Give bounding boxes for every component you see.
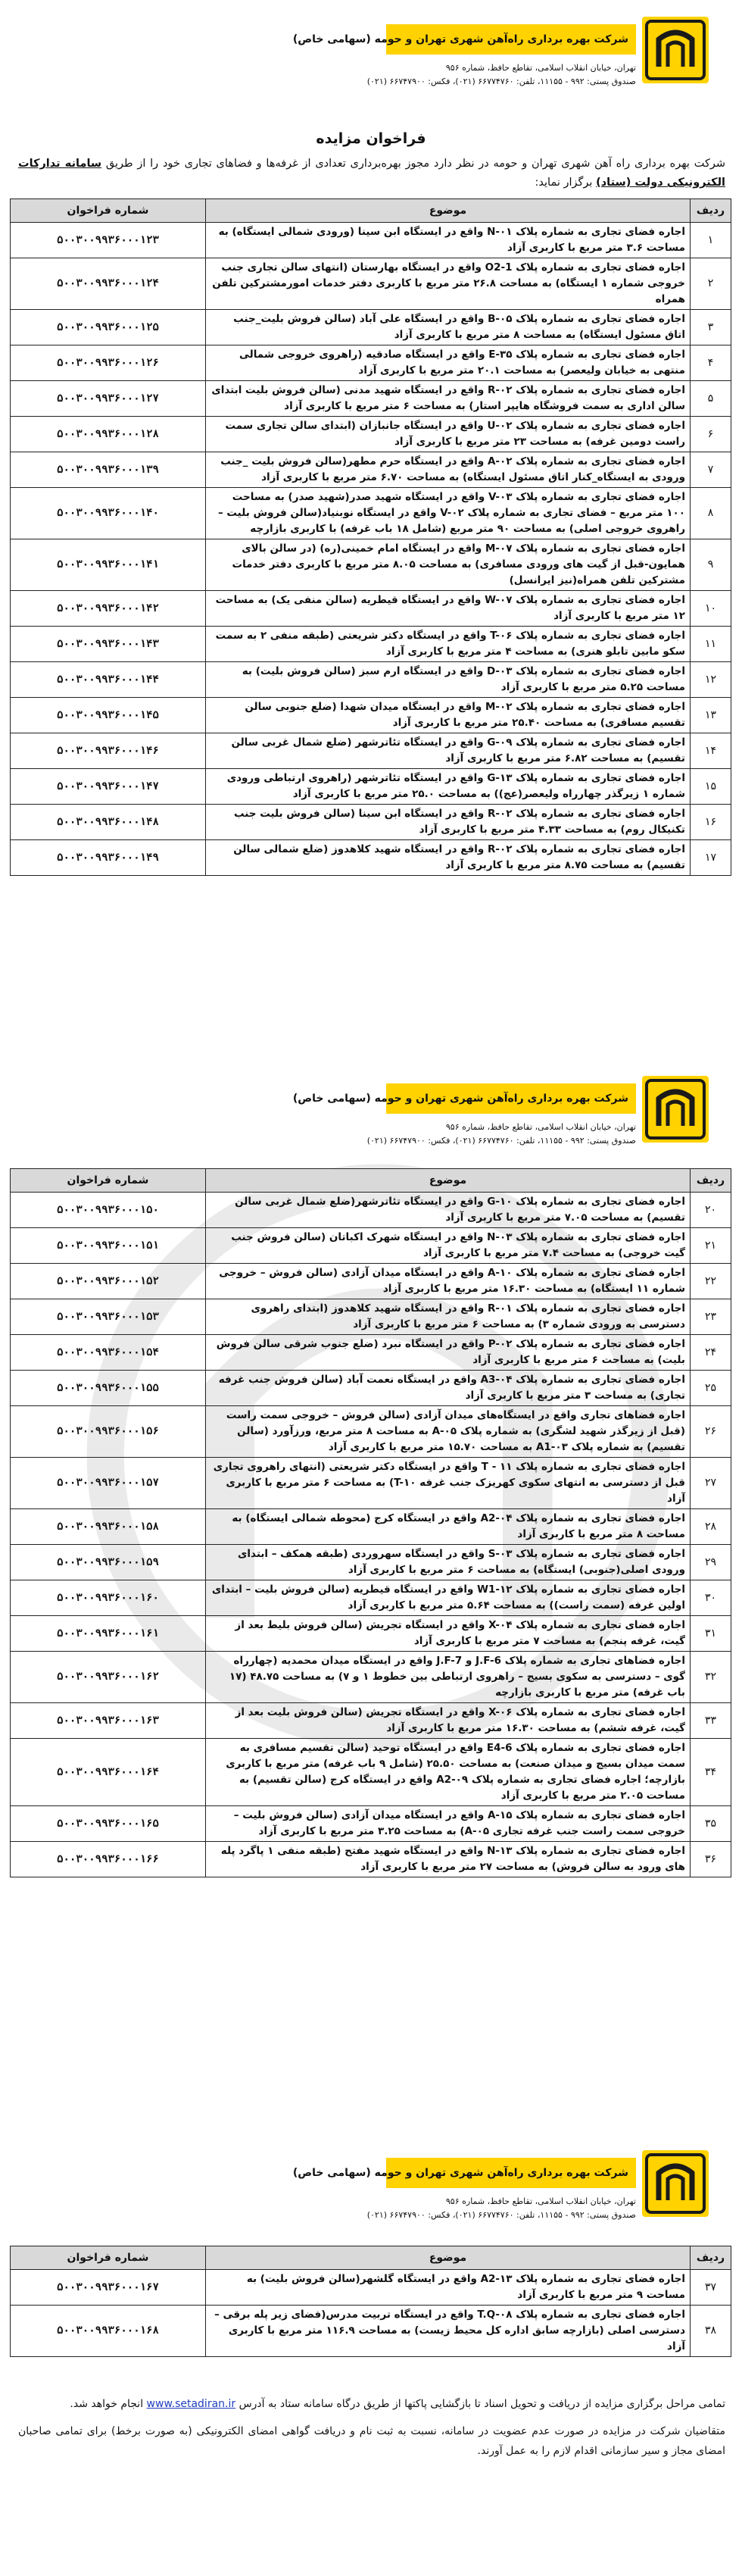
- company-name: شرکت بهره برداری راه‌آهن شهری تهران و حومه (سهامی خاص): [386, 24, 636, 55]
- footer-paragraph-2: متقاضیان شرکت در مزایده در صورت عدم عضویت در سامانه، نسبت به ثبت نام و دریافت گواهی امضای الکترونیکی (به صورت برخط) برای تمامی صاحبان امضای مجاز و سیر سازمانی اقدام لازم را به عمل آورند.: [18, 2425, 725, 2457]
- row-number-cell: ۲۹: [691, 1545, 731, 1580]
- call-number-cell: ۵۰۰۳۰۰۹۹۳۶۰۰۰۱۶۶: [11, 1842, 206, 1877]
- subject-cell: اجاره فضای تجاری به شماره پلاک G-۱۰ واقع در ایستگاه تئاترشهر(ضلع شمال غربی سالن تقسیم) به مساحت ۷.۰۵ متر مربع با کاربری آزاد: [206, 1193, 691, 1228]
- call-number-cell: ۵۰۰۳۰۰۹۹۳۶۰۰۰۱۴۲: [11, 591, 206, 627]
- call-number-cell: ۵۰۰۳۰۰۹۹۳۶۰۰۰۱۲۴: [11, 258, 206, 310]
- header-subject: موضوع: [206, 199, 691, 223]
- table-header-row: [11, 2246, 731, 2270]
- table-body: [11, 2270, 731, 2357]
- call-number-cell: ۵۰۰۳۰۰۹۹۳۶۰۰۰۱۵۸: [11, 1509, 206, 1545]
- table-row: [11, 1371, 731, 1406]
- subject-cell: اجاره فضای تجاری به شماره پلاک S-۰۳ واقع در ایستگاه سهروردی (طبقه همکف – ابتدای ورودی اصلی(جنوبی) ایستگاه) به مساحت ۶ متر مربع با کاربری آزاد: [206, 1545, 691, 1580]
- metro-logo-icon: [642, 17, 709, 83]
- call-number-cell: ۵۰۰۳۰۰۹۹۳۶۰۰۰۱۴۸: [11, 805, 206, 840]
- subject-cell: اجاره فضای تجاری به شماره پلاک M-۰۷ واقع در ایستگاه امام خمینی(ره) (در سالن بالای همایون-قبل از گیت های ورودی مسافری) به مساحت ۸.۰۵ متر مربع با کاربری دفتر خدمات مشترکین تلفن همراه(نیز ایرانسل): [206, 539, 691, 591]
- row-number-cell: ۲۲: [691, 1264, 731, 1299]
- row-number-cell: ۲۱: [691, 1228, 731, 1264]
- table-body: [11, 223, 731, 876]
- header-call-number: شماره فراخوان: [11, 2246, 206, 2270]
- call-number-cell: ۵۰۰۳۰۰۹۹۳۶۰۰۰۱۵۲: [11, 1264, 206, 1299]
- table-row: [11, 310, 731, 345]
- subject-cell: اجاره فضای تجاری به شماره پلاک X-۰۴ واقع در ایستگاه تجریش (سالن فروش بلیط بعد از گیت، غرفه پنجم) به مساحت ۷ متر مربع با کاربری آزاد: [206, 1616, 691, 1652]
- notice-footer: [18, 2394, 725, 2461]
- header-call-number: شماره فراخوان: [11, 199, 206, 223]
- subject-cell: اجاره فضای تجاری به شماره پلاک R-۰۲ واقع در ایستگاه ابن سینا (سالن فروش بلیت جنب تکنیکال روم) به مساحت ۴.۳۳ متر مربع با کاربری آزاد: [206, 805, 691, 840]
- call-number-cell: ۵۰۰۳۰۰۹۹۳۶۰۰۰۱۵۶: [11, 1406, 206, 1458]
- table-row: [11, 223, 731, 258]
- call-number-cell: ۵۰۰۳۰۰۹۹۳۶۰۰۰۱۶۰: [11, 1580, 206, 1616]
- table-header-row: [11, 199, 731, 223]
- call-number-cell: ۵۰۰۳۰۰۹۹۳۶۰۰۰۱۲۵: [11, 310, 206, 345]
- table-row: [11, 1545, 731, 1580]
- row-number-cell: ۱۰: [691, 591, 731, 627]
- footer-text-end: انجام خواهد شد.: [70, 2398, 144, 2410]
- row-number-cell: ۲۶: [691, 1406, 731, 1458]
- row-number-cell: ۱۳: [691, 698, 731, 733]
- call-number-cell: ۵۰۰۳۰۰۹۹۳۶۰۰۰۱۴۵: [11, 698, 206, 733]
- subject-cell: اجاره فضای تجاری به شماره پلاک W1-۱۲ واقع در ایستگاه قیطریه (سالن فروش بلیت – ابتدای اولین غرفه (سمت راست)) به مساحت ۵.۶۴ متر مربع با کاربری آزاد: [206, 1580, 691, 1616]
- row-number-cell: ۷: [691, 452, 731, 488]
- subject-cell: اجاره فضای تجاری به شماره پلاک B-۰۵ واقع در ایستگاه علی آباد (سالن فروش بلیت_جنب اتاق مسئول ایستگاه) به مساحت ۸ متر مربع با کاربری آزاد: [206, 310, 691, 345]
- row-number-cell: ۵: [691, 381, 731, 417]
- call-number-cell: ۵۰۰۳۰۰۹۹۳۶۰۰۰۱۳۹: [11, 452, 206, 488]
- table-row: [11, 488, 731, 539]
- table-row: [11, 733, 731, 769]
- row-number-cell: ۳۱: [691, 1616, 731, 1652]
- call-number-cell: ۵۰۰۳۰۰۹۹۳۶۰۰۰۱۲۶: [11, 345, 206, 381]
- table-row: [11, 417, 731, 452]
- call-number-cell: ۵۰۰۳۰۰۹۹۳۶۰۰۰۱۴۷: [11, 769, 206, 805]
- table-row: [11, 381, 731, 417]
- table-row: [11, 662, 731, 698]
- header-subject: موضوع: [206, 2246, 691, 2270]
- header-row-number: ردیف: [691, 2246, 731, 2270]
- table-row: [11, 840, 731, 876]
- table-row: [11, 345, 731, 381]
- call-number-cell: ۵۰۰۳۰۰۹۹۳۶۰۰۰۱۲۸: [11, 417, 206, 452]
- row-number-cell: ۳: [691, 310, 731, 345]
- call-number-cell: ۵۰۰۳۰۰۹۹۳۶۰۰۰۱۶۵: [11, 1806, 206, 1842]
- subject-cell: اجاره فضای تجاری به شماره پلاک M-۰۲ واقع در ایستگاه میدان شهدا (ضلع جنوبی سالن تقسیم مسافری) به مساحت ۲۵.۴۰ متر مربع با کاربری آزاد: [206, 698, 691, 733]
- call-number-cell: ۵۰۰۳۰۰۹۹۳۶۰۰۰۱۶۲: [11, 1652, 206, 1703]
- subject-cell: اجاره فضای تجاری به شماره پلاک G-۰۹ واقع در ایستگاه تئاترشهر (ضلع شمال غربی سالن تقسیم) به مساحت ۶.۸۲ متر مربع با کاربری آزاد: [206, 733, 691, 769]
- page-1: [0, 0, 742, 1062]
- row-number-cell: ۳۶: [691, 1842, 731, 1877]
- subject-cell: اجاره فضای تجاری به شماره پلاک R-۰۲ واقع در ایستگاه شهید کلاهدوز (ضلع شمالی سالن تقسیم) به مساحت ۸.۷۵ متر مربع با کاربری آزاد: [206, 840, 691, 876]
- table-row: [11, 1193, 731, 1228]
- row-number-cell: ۱۶: [691, 805, 731, 840]
- row-number-cell: ۳۴: [691, 1739, 731, 1806]
- subject-cell: اجاره فضای تجاری به شماره پلاک N-۱۳ واقع در ایستگاه شهید مفتح (طبقه منفی ۱ پاگرد پله های ورود به سالن فروش) به مساحت ۲۷ متر مربع با کاربری آزاد: [206, 1842, 691, 1877]
- subject-cell: اجاره فضای تجاری به شماره پلاک A-۰۲ واقع در ایستگاه حرم مطهر(سالن فروش بلیت _جنب ورودی به ایستگاه_کنار اتاق مسئول ایستگاه) به مساحت ۶.۷۰ متر مربع با کاربری آزاد: [206, 452, 691, 488]
- letterhead: [292, 1076, 709, 1176]
- table-row: [11, 1580, 731, 1616]
- call-number-cell: ۵۰۰۳۰۰۹۹۳۶۰۰۰۱۶۷: [11, 2270, 206, 2306]
- call-number-cell: ۵۰۰۳۰۰۹۹۳۶۰۰۰۱۲۷: [11, 381, 206, 417]
- company-contact: صندوق پستی: ۹۹۲ - ۱۱۱۵۵، تلفن: ۶۶۷۷۴۷۶۰ (۰۲۱)، فکس: ۶۶۷۴۷۹۰۰ (۰۲۱): [366, 2210, 636, 2220]
- call-number-cell: ۵۰۰۳۰۰۹۹۳۶۰۰۰۱۵۵: [11, 1371, 206, 1406]
- table-row: [11, 1335, 731, 1371]
- call-number-cell: ۵۰۰۳۰۰۹۹۳۶۰۰۰۱۲۳: [11, 223, 206, 258]
- subject-cell: اجاره فضای تجاری به شماره پلاک T.Q-۰۸ واقع در ایستگاه تربیت مدرس(فضای زیر پله برقی – دسترسی اصلی (بازارچه سابق اداره کل محیط زیست) به مساحت ۱۱۶.۹ متر مربع با کاربری آزاد: [206, 2306, 691, 2357]
- subject-cell: اجاره فضای تجاری به شماره پلاک N-۰۱ واقع در ایستگاه ابن سینا (ورودی شمالی ایستگاه) به مساحت ۳.۶ متر مربع با کاربری آزاد: [206, 223, 691, 258]
- company-address: تهران، خیابان انقلاب اسلامی، تقاطع حافظ، شماره ۹۵۶: [445, 1122, 636, 1132]
- call-number-cell: ۵۰۰۳۰۰۹۹۳۶۰۰۰۱۶۳: [11, 1703, 206, 1739]
- notice-intro: [18, 155, 725, 192]
- subject-cell: اجاره فضای تجاری به شماره پلاک T-۰۶ واقع در ایستگاه دکتر شریعتی (طبقه منفی ۲ به سمت سکو مابین تابلو هنری) به مساحت ۴ متر مربع با کاربری آزاد: [206, 627, 691, 662]
- row-number-cell: ۱۱: [691, 627, 731, 662]
- subject-cell: اجاره فضای تجاری به شماره پلاک A2-۱۳ واقع در ایستگاه گلشهر(سالن فروش بلیت) به مساحت ۹ متر مربع با کاربری آزاد: [206, 2270, 691, 2306]
- company-contact: صندوق پستی: ۹۹۲ - ۱۱۱۵۵، تلفن: ۶۶۷۷۴۷۶۰ (۰۲۱)، فکس: ۶۶۷۴۷۹۰۰ (۰۲۱): [366, 77, 636, 86]
- table-row: [11, 2306, 731, 2357]
- table-row: [11, 258, 731, 310]
- subject-cell: اجاره فضای تجاری به شماره پلاک E4-6 واقع در ایستگاه توحید (سالن تقسیم مسافری به سمت میدان بسیج و میدان صنعت) به مساحت ۲۵.۵۰ (شامل ۹ باب غرفه) متر مربع با کاربری بازارچه؛ اجاره فضای تجاری به شماره پلاک A2-۰۹ واقع در ایستگاه کرج (سالن تقسیم) به مساحت ۲.۰۵ متر مربع با کاربری آزاد: [206, 1739, 691, 1806]
- call-number-cell: ۵۰۰۳۰۰۹۹۳۶۰۰۰۱۶۴: [11, 1739, 206, 1806]
- table-row: [11, 1264, 731, 1299]
- subject-cell: اجاره فضای تجاری به شماره پلاک R-۰۲ واقع در ایستگاه شهید مدنی (سالن فروش بلیت ابتدای سالن اداری به سمت فروشگاه هایپر استار) به مساحت ۶ متر مربع با کاربری آزاد: [206, 381, 691, 417]
- page-2: [0, 1062, 742, 2134]
- subject-cell: اجاره فضای تجاری به شماره پلاک N-۰۳ واقع در ایستگاه شهرک اکباتان (سالن فروش جنب گیت خروجی) به مساحت ۷.۴ متر مربع با کاربری آزاد: [206, 1228, 691, 1264]
- table-row: [11, 1842, 731, 1877]
- table-row: [11, 698, 731, 733]
- call-number-cell: ۵۰۰۳۰۰۹۹۳۶۰۰۰۱۵۴: [11, 1335, 206, 1371]
- company-name: شرکت بهره برداری راه‌آهن شهری تهران و حومه (سهامی خاص): [386, 1083, 636, 1114]
- row-number-cell: ۱۷: [691, 840, 731, 876]
- table-row: [11, 2270, 731, 2306]
- subject-cell: اجاره فضای تجاری به شماره پلاک A-۱۰ واقع در ایستگاه میدان آزادی (سالن فروش – خروجی شماره ۱۱ ایستگاه) به مساحت ۱۶.۳۰ متر مربع با کاربری آزاد: [206, 1264, 691, 1299]
- row-number-cell: ۱: [691, 223, 731, 258]
- table-row: [11, 1509, 731, 1545]
- call-number-cell: ۵۰۰۳۰۰۹۹۳۶۰۰۰۱۵۰: [11, 1193, 206, 1228]
- subject-cell: اجاره فضای تجاری به شماره پلاک T - ۱۱ واقع در ایستگاه دکتر شریعتی (انتهای راهروی تجاری قبل از دسترسی به انتهای سکوی کهریزک جنب غرفه T-۱۰) به مساحت ۶ متر مربع با کاربری آزاد: [206, 1458, 691, 1509]
- table-row: [11, 1406, 731, 1458]
- subject-cell: اجاره فضای تجاری به شماره پلاک A2-۰۴ واقع در ایستگاه کرج (محوطه شمالی ایستگاه) به مساحت ۸ متر مربع با کاربری آزاد: [206, 1509, 691, 1545]
- table-row: [11, 539, 731, 591]
- table-row: [11, 805, 731, 840]
- setad-system-name: سامانه تدارکات الکترونیکی دولت (ستاد): [18, 158, 725, 189]
- call-number-cell: ۵۰۰۳۰۰۹۹۳۶۰۰۰۱۵۱: [11, 1228, 206, 1264]
- letterhead: [292, 2150, 709, 2250]
- table-row: [11, 1616, 731, 1652]
- footer-text: تمامی مراحل برگزاری مزایده از دریافت و تحویل اسناد تا بازگشایی پاکتها از طریق درگاه سامانه ستاد به آدرس: [238, 2398, 725, 2410]
- row-number-cell: ۶: [691, 417, 731, 452]
- row-number-cell: ۸: [691, 488, 731, 539]
- row-number-cell: ۱۲: [691, 662, 731, 698]
- letterhead: [292, 17, 709, 117]
- table-header-row: [11, 1169, 731, 1193]
- row-number-cell: ۲۳: [691, 1299, 731, 1335]
- subject-cell: اجاره فضای تجاری به شماره پلاک P-۰۲ واقع در ایستگاه نبرد (ضلع جنوب شرقی سالن فروش بلیت) به مساحت ۶ متر مربع با کاربری آزاد: [206, 1335, 691, 1371]
- table-row: [11, 769, 731, 805]
- notice-title: فراخوان مزایده: [316, 130, 426, 147]
- row-number-cell: ۱۴: [691, 733, 731, 769]
- row-number-cell: ۴: [691, 345, 731, 381]
- call-number-cell: ۵۰۰۳۰۰۹۹۳۶۰۰۰۱۴۱: [11, 539, 206, 591]
- subject-cell: اجاره فضای تجاری به شماره پلاک X-۰۶ واقع در ایستگاه تجریش (سالن فروش بلیت بعد از گیت، غرفه ششم) به مساحت ۱۶.۳۰ متر مربع با کاربری آزاد: [206, 1703, 691, 1739]
- row-number-cell: ۲۴: [691, 1335, 731, 1371]
- table-row: [11, 452, 731, 488]
- table-row: [11, 1703, 731, 1739]
- row-number-cell: ۳۵: [691, 1806, 731, 1842]
- row-number-cell: ۲۸: [691, 1509, 731, 1545]
- company-contact: صندوق پستی: ۹۹۲ - ۱۱۱۵۵، تلفن: ۶۶۷۷۴۷۶۰ (۰۲۱)، فکس: ۶۶۷۴۷۹۰۰ (۰۲۱): [366, 1136, 636, 1146]
- row-number-cell: ۳۰: [691, 1580, 731, 1616]
- setadiran-link[interactable]: www.setadiran.ir: [146, 2398, 236, 2410]
- row-number-cell: ۲۰: [691, 1193, 731, 1228]
- subject-cell: اجاره فضاهای تجاری به شماره پلاک J.F-6 و J.F-7 واقع در ایستگاه میدان محمدیه (چهارراه گوی – دسترسی به سکوی بسیج – راهروی ارتباطی بین خطوط ۱ و ۷) به مساحت ۴۸.۷۵ (۱۷ باب غرفه) متر مربع با کاربری بازارچه: [206, 1652, 691, 1703]
- row-number-cell: ۹: [691, 539, 731, 591]
- header-subject: موضوع: [206, 1169, 691, 1193]
- row-number-cell: ۱۵: [691, 769, 731, 805]
- header-call-number: شماره فراخوان: [11, 1169, 206, 1193]
- row-number-cell: ۳۲: [691, 1652, 731, 1703]
- table-row: [11, 627, 731, 662]
- subject-cell: اجاره فضای تجاری به شماره پلاک U-۰۲ واقع در ایستگاه جانبازان (ابتدای سالن تجاری سمت راست دومین غرفه) به مساحت ۲۳ متر مربع با کاربری آزاد: [206, 417, 691, 452]
- subject-cell: اجاره فضاهای تجاری واقع در ایستگاه‌های میدان آزادی (سالن فروش – خروجی سمت راست (قبل از زیرگذر شهید لشگری) به شماره پلاک A-۰۵ به مساحت ۸ متر مربع، ورزآورد (سالن تقسیم) به شماره پلاک A1-۰۳ به مساحت ۱۵.۷۰ متر مربع با کاربری آزاد: [206, 1406, 691, 1458]
- subject-cell: اجاره فضای تجاری به شماره پلاک R-۰۱ واقع در ایستگاه شهید کلاهدوز (ابتدای راهروی دسترسی به ورودی شماره ۳) به مساحت ۶ متر مربع با کاربری آزاد: [206, 1299, 691, 1335]
- metro-logo-icon: [642, 1076, 709, 1143]
- subject-cell: اجاره فضای تجاری به شماره پلاک G-۱۳ واقع در ایستگاه تئاترشهر (راهروی ارتباطی ورودی شماره ۱ زیرگذر چهارراه ولیعصر(عج)) به مساحت ۲۵.۰ متر مربع با کاربری آزاد: [206, 769, 691, 805]
- header-row-number: ردیف: [691, 1169, 731, 1193]
- subject-cell: اجاره فضای تجاری به شماره پلاک E-۳۵ واقع در ایستگاه صادقیه (راهروی خروجی شمالی منتهی به خیابان ولیعصر) به مساحت ۲۰.۱ متر مربع با کاربری آزاد: [206, 345, 691, 381]
- call-number-cell: ۵۰۰۳۰۰۹۹۳۶۰۰۰۱۵۷: [11, 1458, 206, 1509]
- footer-paragraph-1: [18, 2394, 725, 2414]
- company-name: شرکت بهره برداری راه‌آهن شهری تهران و حومه (سهامی خاص): [386, 2158, 636, 2188]
- call-number-cell: ۵۰۰۳۰۰۹۹۳۶۰۰۰۱۴۹: [11, 840, 206, 876]
- call-number-cell: ۵۰۰۳۰۰۹۹۳۶۰۰۰۱۴۶: [11, 733, 206, 769]
- call-number-cell: ۵۰۰۳۰۰۹۹۳۶۰۰۰۱۴۴: [11, 662, 206, 698]
- call-number-cell: ۵۰۰۳۰۰۹۹۳۶۰۰۰۱۴۳: [11, 627, 206, 662]
- table-row: [11, 1739, 731, 1806]
- table-row: [11, 1228, 731, 1264]
- table-row: [11, 1652, 731, 1703]
- auction-table: [10, 199, 731, 876]
- table-body: [11, 1193, 731, 1877]
- subject-cell: اجاره فضای تجاری به شماره پلاک D-۰۳ واقع در ایستگاه ارم سبز (سالن فروش بلیت) به مساحت ۵.۲۵ متر مربع با کاربری آزاد: [206, 662, 691, 698]
- subject-cell: اجاره فضای تجاری به شماره پلاک O2-1 واقع در ایستگاه بهارستان (انتهای سالن تجاری جنب خروجی شماره ۱ ایستگاه) به مساحت ۲۶.۸ متر مربع با کاربری دفتر خدمات امورمشترکین تلفن همراه: [206, 258, 691, 310]
- header-row-number: ردیف: [691, 199, 731, 223]
- table-row: [11, 591, 731, 627]
- table-row: [11, 1458, 731, 1509]
- intro-text-end: برگزار نماید:: [535, 177, 593, 189]
- call-number-cell: ۵۰۰۳۰۰۹۹۳۶۰۰۰۱۵۳: [11, 1299, 206, 1335]
- intro-text: شرکت بهره برداری راه آهن شهری تهران و حومه در نظر دارد مجوز بهره‌برداری تعدادی از غرفه‌ها و فضاهای تجاری خود را از طریق: [105, 158, 726, 170]
- metro-logo-icon: [642, 2150, 709, 2217]
- call-number-cell: ۵۰۰۳۰۰۹۹۳۶۰۰۰۱۶۸: [11, 2306, 206, 2357]
- call-number-cell: ۵۰۰۳۰۰۹۹۳۶۰۰۰۱۴۰: [11, 488, 206, 539]
- table-row: [11, 1299, 731, 1335]
- subject-cell: اجاره فضای تجاری به شماره پلاک A3-۰۴ واقع در ایستگاه نعمت آباد (سالن فروش جنب غرفه تجاری) به مساحت ۳ متر مربع با کاربری آزاد: [206, 1371, 691, 1406]
- auction-table: [10, 1168, 731, 1877]
- row-number-cell: ۲۷: [691, 1458, 731, 1509]
- company-address: تهران، خیابان انقلاب اسلامی، تقاطع حافظ، شماره ۹۵۶: [445, 2196, 636, 2206]
- subject-cell: اجاره فضای تجاری به شماره پلاک V-۰۳ واقع در ایستگاه شهید صدر(شهید صدر) به مساحت ۱۰۰ متر مربع – فضای تجاری به شماره پلاک V-۰۲ واقع در ایستگاه نوبنیاد(سالن فروش بلیت – راهروی خروجی اصلی) به مساحت ۹۰ متر مربع (شامل ۱۸ باب غرفه) با کاربری بازارچه: [206, 488, 691, 539]
- auction-table: [10, 2246, 731, 2357]
- row-number-cell: ۲: [691, 258, 731, 310]
- subject-cell: اجاره فضای تجاری به شماره پلاک A-۱۵ واقع در ایستگاه میدان آزادی (سالن فروش بلیت – خروجی سمت راست جنب غرفه تجاری A-۰۵) به مساحت ۳.۲۵ متر مربع با کاربری آزاد: [206, 1806, 691, 1842]
- row-number-cell: ۳۷: [691, 2270, 731, 2306]
- row-number-cell: ۲۵: [691, 1371, 731, 1406]
- subject-cell: اجاره فضای تجاری به شماره پلاک W-۰۷ واقع در ایستگاه قیطریه (سالن منفی یک) به مساحت ۱۲ متر مربع با کاربری آزاد: [206, 591, 691, 627]
- call-number-cell: ۵۰۰۳۰۰۹۹۳۶۰۰۰۱۶۱: [11, 1616, 206, 1652]
- page-3: [0, 2134, 742, 2576]
- table-row: [11, 1806, 731, 1842]
- row-number-cell: ۳۸: [691, 2306, 731, 2357]
- company-address: تهران، خیابان انقلاب اسلامی، تقاطع حافظ، شماره ۹۵۶: [445, 63, 636, 73]
- row-number-cell: ۳۳: [691, 1703, 731, 1739]
- call-number-cell: ۵۰۰۳۰۰۹۹۳۶۰۰۰۱۵۹: [11, 1545, 206, 1580]
